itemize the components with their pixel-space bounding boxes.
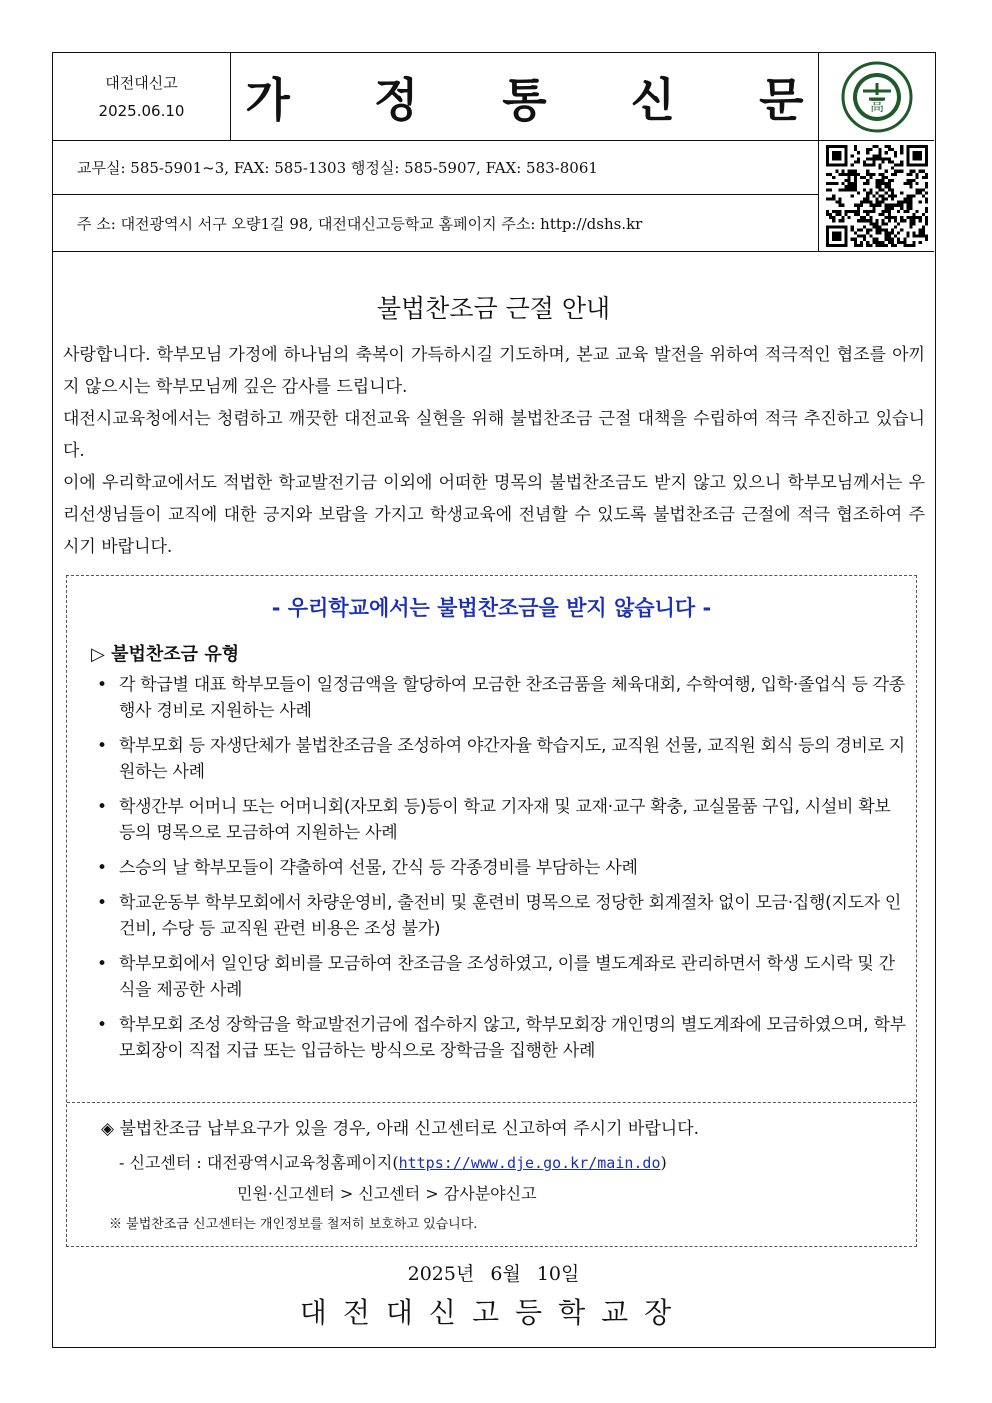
paragraph-policy: 대전시교육청에서는 청렴하고 깨끗한 대전교육 실현을 위해 불법찬조금 근절 대책을 수립하여 적극 추진하고 있습니다. [63,409,925,461]
qr-code-icon[interactable] [819,141,934,251]
list-item: • 스승의 날 학부모들이 갹출하여 선물, 간식 등 각종경비를 부담하는 사례 [97,855,909,881]
header-divider [53,251,934,252]
types-list [97,672,909,1073]
address-info: 주 소: 대전광역시 서구 오량1길 98, 대전대신고등학교 홈페이지 주소: http://dshs.kr [53,195,819,251]
svg-text:高: 高 [869,98,884,115]
paragraph-request: 이에 우리학교에서도 적법한 학교발전기금 이외에 어떠한 명목의 불법찬조금도 받지 않고 있으니 학부모님께서는 우리선생님들이 교직에 대한 긍지와 보람을 가지고 학생교육에 전념할 수 있도록 불법찬조금 근절에 적극 협조하여 주시기 바랍니다. [63,473,925,557]
list-item: • 학교운동부 학부모회에서 차량운영비, 출전비 및 훈련비 명목으로 정당한 회계절차 없이 모금·집행(지도자 인건비, 수당 등 교직원 관련 비용은 조성 불가) [97,890,909,942]
issue-date: 2025.06.10 [98,101,185,120]
box-divider [67,1102,916,1103]
report-notice: ◈ 불법찬조금 납부요구가 있을 경우, 아래 신고센터로 신고하여 주시기 바랍니다. [101,1119,700,1139]
report-center-close: ) [660,1153,667,1172]
report-path: 민원·신고센터 > 신고센터 > 감사분야신고 [237,1184,537,1203]
slogan: - 우리학교에서는 불법찬조금을 받지 않습니다 - [271,596,712,620]
contact-info: 교무실: 585-5901~3, FAX: 585-1303 행정실: 585-5907, FAX: 583-8061 [53,141,819,195]
sign-date: 2025년 6월 10일 [407,1263,580,1285]
report-center [119,1150,667,1173]
school-short-name: 대전대신고 [105,73,178,92]
privacy-note: ※ 불법찬조금 신고센터는 개인정보를 철저히 보호하고 있습니다. [109,1217,478,1232]
school-emblem-icon [819,53,934,141]
report-center-link[interactable]: https://www.dje.go.kr/main.do [398,1154,661,1172]
letter-header [53,53,934,251]
newsletter-title: 가 정 통 신 문 [245,72,838,127]
title-cell [231,53,838,141]
types-heading: ▷ 불법찬조금 유형 [91,644,240,665]
list-item: • 학부모회 등 자생단체가 불법찬조금을 조성하여 야간자율 학습지도, 교직원 선물, 교직원 회식 등의 경비로 지원하는 사례 [97,733,909,785]
notice-box [66,575,917,1247]
document-title: 불법찬조금 근절 안내 [376,294,611,323]
document-frame [52,52,936,1348]
report-center-label: - 신고센터 : 대전광역시교육청홈페이지( [119,1153,399,1172]
list-item: • 학부모회에서 일인당 회비를 모금하여 찬조금을 조성하였고, 이를 별도계좌로 관리하면서 학생 도시락 및 간식을 제공한 사례 [97,951,909,1003]
list-item: • 각 학급별 대표 학부모들이 일정금액을 할당하여 모금한 찬조금품을 체육대회, 수학여행, 입학·졸업식 등 각종 행사 경비로 지원하는 사례 [97,672,909,724]
issuer-info [53,53,231,141]
list-item: • 학부모회 조성 장학금을 학교발전기금에 접수하지 않고, 학부모회장 개인명의 별도계좌에 모금하였으며, 학부모회장이 직접 지급 또는 입금하는 방식으로 장학금을 집행한 사례 [97,1012,909,1064]
principal-signature: 대전대신고등학교장 [299,1296,688,1329]
paragraph-greeting: 사랑합니다. 학부모님 가정에 하나님의 축복이 가득하시길 기도하며, 본교 교육 발전을 위하여 적극적인 협조를 아끼지 않으시는 학부모님께 깊은 감사를 드립니다. [63,345,925,397]
list-item: • 학생간부 어머니 또는 어머니회(자모회 등)등이 학교 기자재 및 교재·교구 확충, 교실물품 구입, 시설비 확보 등의 명목으로 모금하여 지원하는 사례 [97,794,909,846]
